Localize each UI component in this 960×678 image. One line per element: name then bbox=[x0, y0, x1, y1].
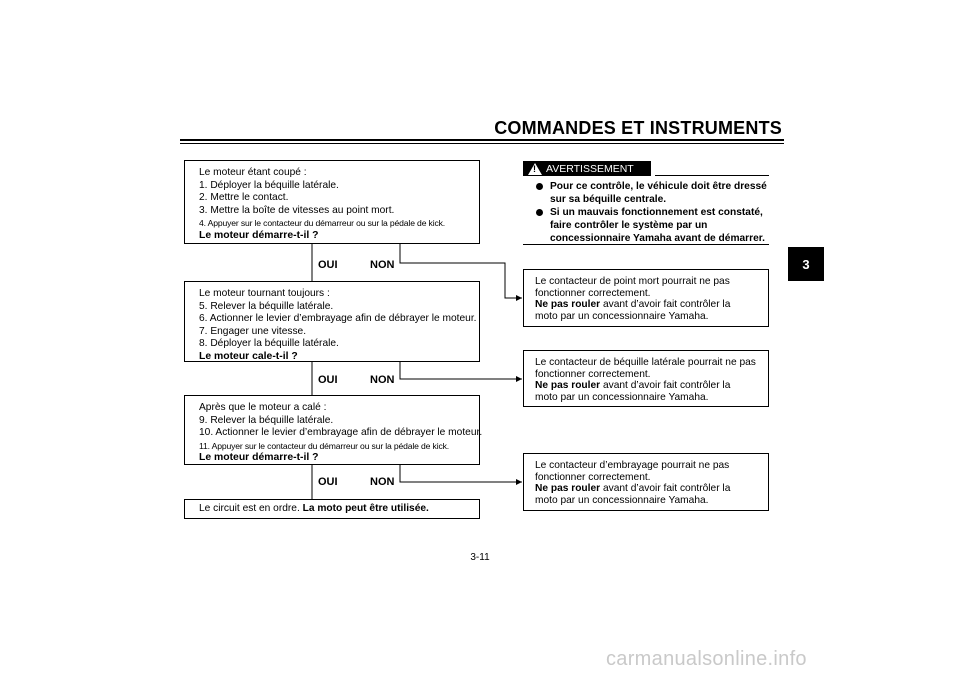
step-3-line-1: Après que le moteur a calé : bbox=[199, 402, 327, 413]
result-1-warning: Ne pas rouler bbox=[535, 299, 601, 311]
step-3-line-3: 10. Actionner le levier d’embrayage afin de débrayer le moteur. bbox=[199, 427, 483, 439]
result-1-line-1: Le contacteur de point mort pourrait ne pas bbox=[535, 276, 730, 287]
no-label-1: NON bbox=[370, 259, 395, 271]
step-3-question: Le moteur démarre-t-il ? bbox=[199, 452, 319, 464]
no-connector-2 bbox=[400, 362, 522, 379]
result-2-line-1: Le contacteur de béquille latérale pourrait ne pas bbox=[535, 357, 756, 368]
step-3-line-2: 9. Relever la béquille latérale. bbox=[199, 414, 334, 426]
no-label-2: NON bbox=[370, 374, 395, 386]
page-number: 3-11 bbox=[470, 552, 490, 563]
step-1-line-5: 4. Appuyer sur le contacteur du démarreur ou sur la pédale de kick. bbox=[199, 218, 445, 229]
flow-final bbox=[184, 499, 480, 519]
warning-bullet-2-text: Si un mauvais fonctionnement est constaté, faire contrôler le système par un concessionnaire Yamaha avant de démarrer. bbox=[550, 207, 765, 244]
result-1-line-4: moto par un concessionnaire Yamaha. bbox=[535, 310, 709, 322]
step-2-line-5: 8. Déployer la béquille latérale. bbox=[199, 338, 339, 350]
warning-icon: ! bbox=[528, 163, 542, 175]
warning-rule-bottom bbox=[523, 244, 769, 245]
step-2-question: Le moteur cale-t-il ? bbox=[199, 350, 298, 362]
result-3-line-4: moto par un concessionnaire Yamaha. bbox=[535, 494, 709, 506]
result-1-line-2: fonctionner correctement. bbox=[535, 287, 651, 299]
result-2-warning: Ne pas rouler bbox=[535, 380, 601, 392]
warning-bullet-1 bbox=[536, 180, 772, 206]
step-1-line-2: 1. Déployer la béquille latérale. bbox=[199, 179, 339, 191]
bullet-dot-icon bbox=[536, 209, 543, 216]
step-1-line-1: Le moteur étant coupé : bbox=[199, 167, 307, 178]
result-box-2 bbox=[523, 350, 769, 407]
no-connector-3 bbox=[400, 465, 522, 482]
warning-badge bbox=[523, 161, 651, 176]
result-2-line-2: fonctionner correctement. bbox=[535, 368, 651, 380]
flow-step-1 bbox=[184, 160, 480, 244]
final-text: Le circuit est en ordre. bbox=[199, 503, 303, 514]
step-2-line-3: 6. Actionner le levier d’embrayage afin de débrayer le moteur. bbox=[199, 313, 477, 325]
bullet-dot-icon bbox=[536, 183, 543, 190]
result-1-line-3: avant d’avoir fait contrôler la bbox=[600, 299, 731, 311]
step-2-line-1: Le moteur tournant toujours : bbox=[199, 288, 330, 299]
result-3-line-3: avant d’avoir fait contrôler la bbox=[600, 483, 731, 495]
yes-label-3: OUI bbox=[318, 476, 338, 488]
warning-badge-label: AVERTISSEMENT bbox=[546, 162, 634, 175]
step-1-line-3: 2. Mettre le contact. bbox=[199, 192, 289, 204]
flow-step-3 bbox=[184, 395, 483, 465]
page-title: COMMANDES ET INSTRUMENTS bbox=[494, 118, 782, 138]
yes-label-2: OUI bbox=[318, 374, 338, 386]
warning-bullet-2 bbox=[536, 206, 772, 245]
step-3-line-4: 11. Appuyer sur le contacteur du démarreur ou sur la pédale de kick. bbox=[199, 440, 449, 451]
flow-step-2 bbox=[184, 281, 480, 362]
warning-bullets bbox=[536, 180, 772, 245]
result-3-line-2: fonctionner correctement. bbox=[535, 471, 651, 483]
result-3-line-1: Le contacteur d’embrayage pourrait ne pas bbox=[535, 460, 730, 471]
chapter-tab[interactable]: 3 bbox=[788, 247, 824, 281]
result-2-line-4: moto par un concessionnaire Yamaha. bbox=[535, 391, 709, 403]
step-2-line-2: 5. Relever la béquille latérale. bbox=[199, 300, 334, 312]
warning-bullet-1-text: Pour ce contrôle, le véhicule doit être dressé sur sa béquille centrale. bbox=[550, 181, 767, 205]
yes-label-1: OUI bbox=[318, 259, 338, 271]
result-3-warning: Ne pas rouler bbox=[535, 483, 601, 495]
result-2-line-3: avant d’avoir fait contrôler la bbox=[600, 380, 731, 392]
step-1-line-4: 3. Mettre la boîte de vitesses au point mort. bbox=[199, 204, 395, 216]
final-bold: La moto peut être utilisée. bbox=[302, 503, 429, 514]
warning-rule-top bbox=[655, 175, 769, 176]
result-box-1 bbox=[523, 269, 769, 327]
watermark-link[interactable]: carmanualsonline.info bbox=[606, 648, 807, 670]
step-1-question: Le moteur démarre-t-il ? bbox=[199, 229, 319, 241]
no-label-3: NON bbox=[370, 476, 395, 488]
result-box-3 bbox=[523, 453, 769, 511]
step-2-line-4: 7. Engager une vitesse. bbox=[199, 325, 307, 337]
